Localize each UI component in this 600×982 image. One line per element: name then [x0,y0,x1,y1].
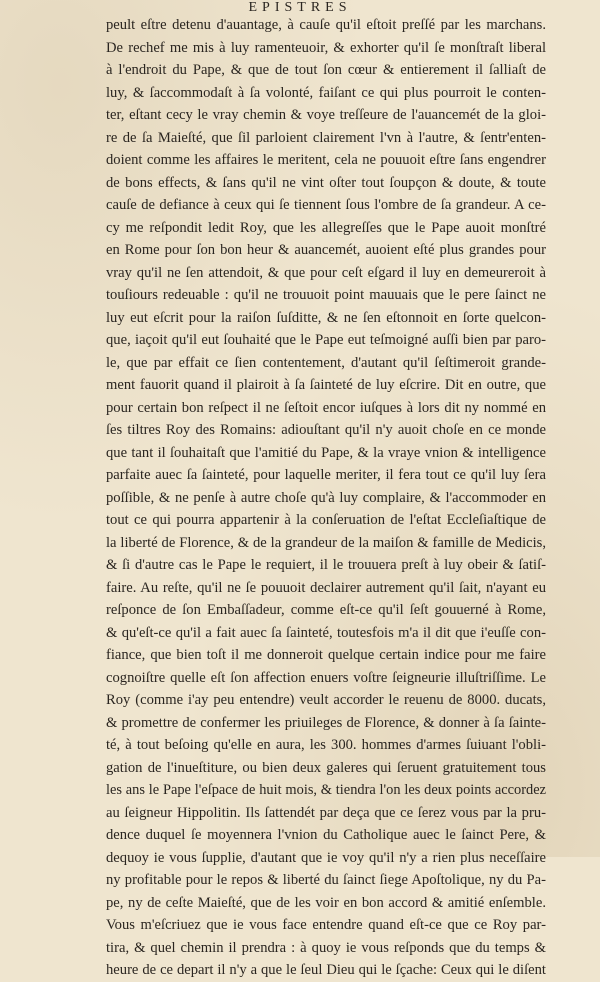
text-line: luy eut eſcrit pour la raiſon ſuſditte, & ne ſen eſtonnoit en ſorte quelcon- [106,309,546,326]
text-line: de bons effects, & ſans qu'il ne vint oſter tout ſoupçon & doute, & toute [106,174,546,191]
text-line: cognoiſtre quelle eſt ſon affection enuers voſtre ſeigneurie illuſtriſſime. Le [106,669,546,686]
text-line: que tant il ſouhaitaſt que l'amitié du Pape, & la vraye vnion & intelligence [106,444,546,461]
text-line: la liberté de Florence, & de la grandeur de la maiſon & famille de Medicis, [106,534,546,551]
text-line: De rechef me mis à luy ramenteuoir, & exhorter qu'il ſe monſtraſt liberal [106,39,546,56]
text-line: doient comme les affaires le meritent, cela ne pouuoit eſtre ſans engendrer [106,152,546,168]
text-line: touſiours redeuable : qu'il ne trouuoit point mauuais que le pere ſainct ne [106,287,546,303]
text-line: ny profitable pour le repos & liberté du ſainct ſiege Apoſtolique, ny du Pa- [106,872,546,888]
text-line: parfaite auec ſa ſainteté, pour laquelle meriter, il fera tout ce qu'il luy ſera [106,467,546,483]
text-line: cauſe de defiance à ceux qui ſe tiennent ſous l'ombre de ſa grandeur. A ce- [106,197,546,213]
text-line: té, à tout beſoing qu'elle en aura, les 300. hommes d'armes ſuiuant l'obli- [106,737,546,753]
text-line: dence duquel ſe moyennera l'vnion du Catholique auec le ſainct Pere, & [106,827,546,843]
text-line: en Rome pour ſon bon heur & auancemét, auoient eſté plus grandes pour [106,242,546,258]
text-line: faire. Au reſte, qu'il ne ſe pouuoit declairer autrement qu'il ſait, n'ayant eu [106,579,546,596]
text-line: ment fauorit quand il plairoit à ſa ſainteté de luy eſcrire. Dit en outre, que [106,377,546,393]
running-head: EPISTRES [248,0,352,15]
text-line: heure de ce depart il n'y a que le ſeul Dieu qui le ſçache: Ceux qui le diſent [106,962,546,978]
text-line: re de ſa Maieſté, que ſil parloient clairement l'vn à l'autre, & ſentr'enten- [106,129,546,146]
text-line: au ſeigneur Hippolitin. Ils ſattendét par deça que ce ſerez vous par la pru- [106,804,546,821]
text-line: les ans le Pape l'eſpace de huit mois, & tiendra l'on les deux points accordez [106,782,546,798]
text-line: & qu'eſt-ce qu'il a fait auec ſa ſainteté, toutesfois m'a il dit que i'euſſe con- [106,624,546,641]
text-line: luy, & ſaccommodaſt à ſa volonté, faiſant ce qui plus pourroit le conten- [106,84,546,101]
text-line: poſſible, & ne penſe à autre choſe qu'à luy complaire, & l'accommoder en [106,489,546,506]
text-line: fiance, que bien toſt il me donneroit quelque certain indice pour me faire [106,647,546,663]
text-line: tout ce qui pourra appartenir à la conſeruation de l'eſtat Eccleſiaſtique de [106,512,546,528]
text-line: ter, eſtant cecy le vray chemin & voye treſſeure de l'auancemét de la gloi- [106,107,546,123]
text-line: tira, & quel chemin il prendra : à quoy ie vous reſponds que du temps & [106,939,546,956]
text-line: pe, ny de ceſte Maieſté, que de les voir en bon accord & amitié enſemble. [106,894,546,911]
text-line: que, iaçoit qu'il eut ſouhaité que le Pape eut teſmoigné auſſi bien par paro- [106,332,546,348]
text-line: pour certain bon reſpect il ne ſeſtoit encor iuſques à lors dit ny nommé en [106,399,546,416]
text-line: gation de l'inueſtiture, ou bien deux galeres qui ſeruent gratuitement tous [106,759,546,776]
text-line: Roy (comme i'ay peu entendre) veult accorder le reuenu de 8000. ducats, [106,692,546,708]
text-line: dequoy ie vous ſupplie, d'autant que ie voy qu'il n'y a rien plus neceſſaire [106,849,546,866]
text-line: le, que par effait ce ſien contentement, d'autant qu'il ſeſtimeroit grande- [106,354,546,371]
text-line: & promettre de confermer les priuileges de Florence, & donner à ſa ſainte- [106,714,546,731]
text-line: peult eſtre detenu d'auantage, à cauſe qu'il eſtoit preſſé par les marchans. [106,17,546,33]
text-line: vray qu'il ne ſen attendoit, & que pour ceſt eſgard il luy en demeureroit à [106,264,546,281]
body-text [106,14,546,982]
text-line: ſes tiltres Roy des Romains: adiouſtant qu'il n'y auoit choſe en ce monde [106,422,546,438]
text-line: & ſi d'autre cas le Pape le requiert, il le trouuera preſt à luy obeir & ſatiſ- [106,557,546,573]
text-line: reſponce de ſon Embaſſadeur, comme eſt-ce qu'il ſeſt gouuerné à Rome, [106,602,546,618]
text-line: Vous m'eſcriuez que ie vous face entendre quand eſt-ce que ce Roy par- [106,917,546,933]
text-line: à l'endroit du Pape, & que de tout ſon cœur & entierement il ſalliaſt de [106,62,546,78]
text-line: cy me reſpondit ledit Roy, que les allegreſſes que le Pape auoit monſtré [106,219,546,236]
